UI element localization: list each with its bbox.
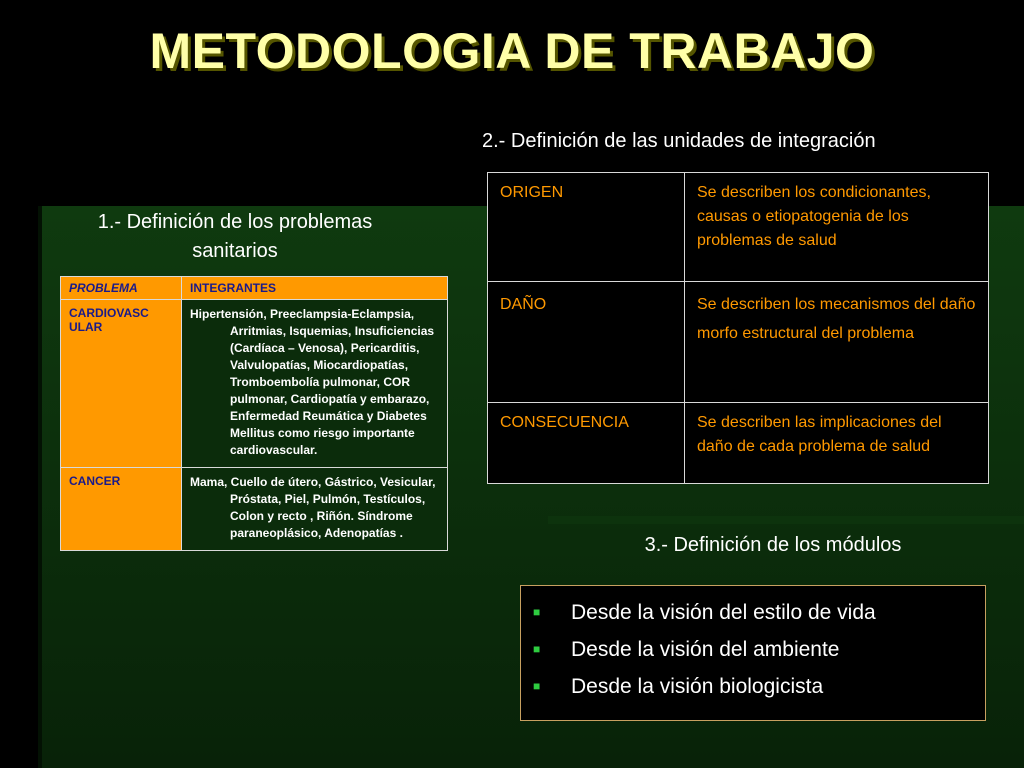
table-row	[488, 173, 989, 282]
integrantes-text: Mama, Cuello de útero, Gástrico, Vesicular, Próstata, Piel, Pulmón, Testículos, Colon y recto , Riñón. Síndrome paraneoplásico, Adenopatías .	[190, 475, 436, 540]
green-square-bullet-icon: ■	[533, 679, 541, 693]
green-band-divider	[548, 516, 1024, 524]
problems-table	[60, 276, 448, 551]
integration-units-table	[487, 172, 989, 484]
list-item	[533, 594, 985, 631]
module-item-text: Desde la visión del ambiente	[571, 638, 840, 661]
unit-consecuencia: CONSECUENCIA	[488, 403, 685, 484]
unit-dano-desc: Se describen los mecanismos del daño morfo estructural del problema	[685, 282, 989, 403]
unit-consecuencia-desc: Se describen las implicaciones del daño de cada problema de salud	[685, 403, 989, 484]
problem-label: CARDIOVASCULAR	[69, 306, 149, 334]
header-problema: PROBLEMA	[61, 277, 182, 300]
section1-heading-line2: sanitarios	[192, 240, 278, 262]
problem-cardiovascular	[61, 300, 182, 468]
list-item	[533, 631, 985, 668]
slide-title: METODOLOGIA DE TRABAJO	[149, 23, 875, 79]
module-item-text: Desde la visión biologicista	[571, 675, 824, 698]
module-item-text: Desde la visión del estilo de vida	[571, 601, 876, 624]
header-integrantes: INTEGRANTES	[182, 277, 448, 300]
green-square-bullet-icon: ■	[533, 642, 541, 656]
table-row	[488, 282, 989, 403]
integrantes-text: Hipertensión, Preeclampsia-Eclampsia, Arritmias, Isquemias, Insuficiencias (Cardíaca – Venosa), Pericarditis, Valvulopatías, Miocardiopatías, Tromboembolía pulmonar, COR pulmonar, Cardiopatía y embarazo, Enfermedad Reumática y Diabetes Mellitus como riesgo importante cardiovascular.	[190, 307, 435, 457]
list-item	[533, 668, 985, 705]
unit-origen: ORIGEN	[488, 173, 685, 282]
section1-heading-line1: 1.- Definición de los problemas	[97, 211, 373, 233]
integrantes-cancer	[182, 468, 448, 551]
problems-table-header	[61, 277, 448, 300]
problem-cancer: CANCER	[61, 468, 182, 551]
green-panel-edge	[38, 206, 42, 768]
table-row	[61, 300, 448, 468]
integrantes-cardiovascular	[182, 300, 448, 468]
green-square-bullet-icon: ■	[533, 605, 541, 619]
section3-heading: 3.- Definición de los módulos	[644, 534, 902, 556]
section2-heading: 2.- Definición de las unidades de integración	[482, 130, 876, 152]
modules-list	[521, 586, 985, 705]
unit-origen-desc: Se describen los condicionantes, causas o etiopatogenia de los problemas de salud	[685, 173, 989, 282]
section1-heading	[30, 208, 440, 266]
modules-box	[520, 585, 986, 721]
table-row	[488, 403, 989, 484]
unit-dano: DAÑO	[488, 282, 685, 403]
table-row	[61, 468, 448, 551]
